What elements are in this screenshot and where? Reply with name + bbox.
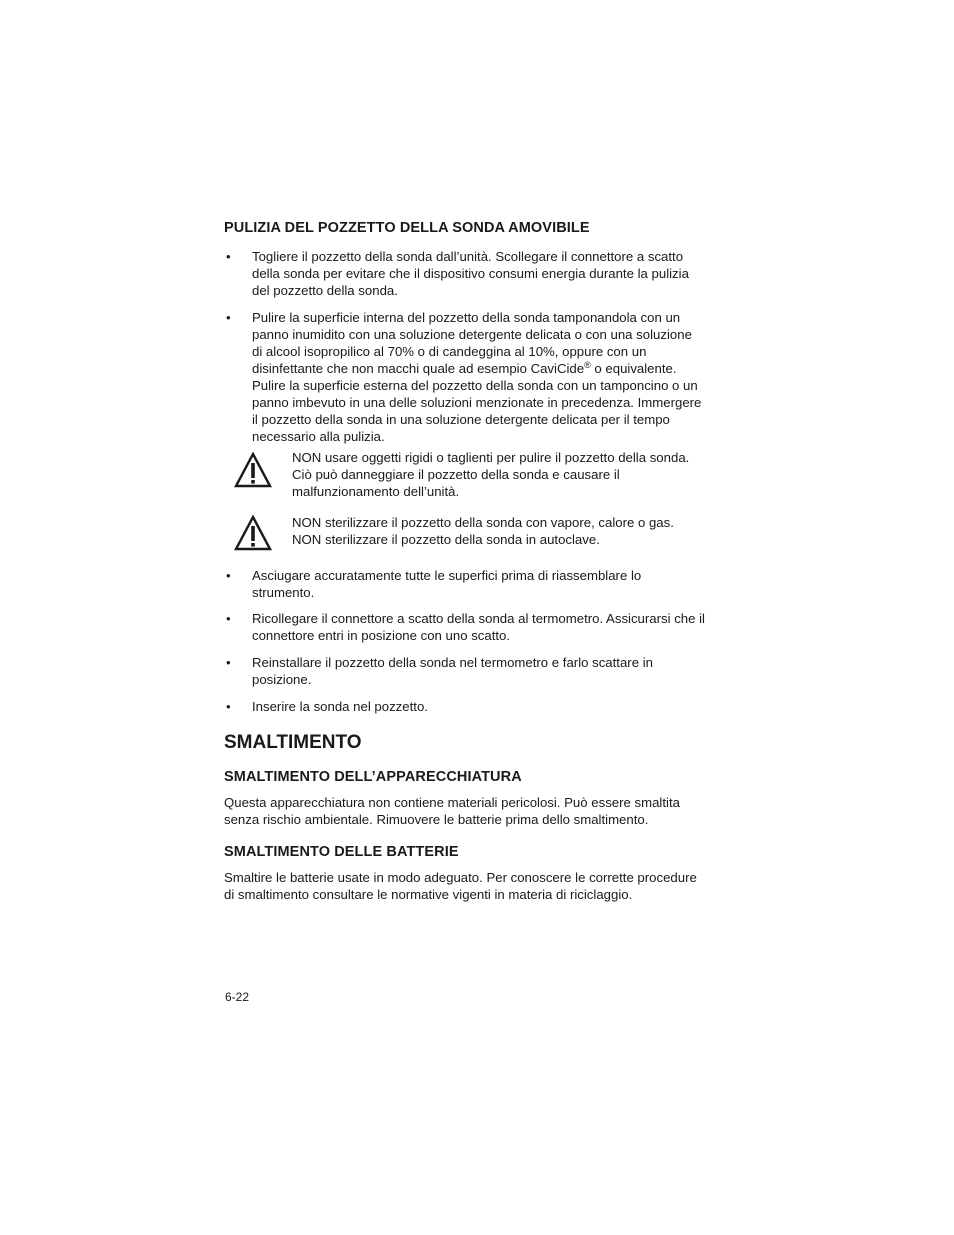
paragraph-line: di smaltimento consultare le normative vigenti in materia di riciclaggio. xyxy=(224,887,633,902)
bullet-marker: • xyxy=(226,655,231,670)
warning-line: NON sterilizzare il pozzetto della sonda in autoclave. xyxy=(292,532,600,547)
paragraph xyxy=(224,869,734,903)
warning-text xyxy=(292,514,732,548)
bullet-marker: • xyxy=(226,310,231,325)
paragraph-line: Smaltire le batterie usate in modo adeguato. Per conoscere le corrette procedure xyxy=(224,870,697,885)
list-item-line xyxy=(252,360,732,377)
list-item xyxy=(252,309,732,445)
list-item-line: della sonda per evitare che il dispositivo consumi energia durante la pulizia xyxy=(252,266,689,281)
list-item xyxy=(252,654,732,688)
registered-mark: ® xyxy=(584,360,591,370)
warning-line: NON usare oggetti rigidi o taglienti per pulire il pozzetto della sonda. xyxy=(292,450,690,465)
list-item-line: strumento. xyxy=(252,585,315,600)
list-item-line: Togliere il pozzetto della sonda dall’unità. Scollegare il connettore a scatto xyxy=(252,249,684,264)
bullet-marker: • xyxy=(226,568,231,583)
line-text: disinfettante che non macchi quale ad esempio CaviCide xyxy=(252,361,585,376)
section-heading-disposal: SMALTIMENTO xyxy=(224,732,362,753)
paragraph-line: Questa apparecchiatura non contiene materiali pericolosi. Può essere smaltita xyxy=(224,795,680,810)
list-item-line: di alcool isopropilico al 70% o di candeggina al 10%, oppure con un xyxy=(252,344,647,359)
list-item-line: panno inumidito con una soluzione detergente delicata o con una soluzione xyxy=(252,327,692,342)
list-item-line: posizione. xyxy=(252,672,312,687)
list-item xyxy=(252,248,732,299)
warning-line: Ciò può danneggiare il pozzetto della sonda e causare il xyxy=(292,467,620,482)
list-item-line: Pulire la superficie esterna del pozzetto della sonda con un tamponcino o un xyxy=(252,378,698,393)
bullet-marker: • xyxy=(226,699,231,714)
bullet-marker: • xyxy=(226,249,231,264)
list-item xyxy=(252,698,732,715)
warning-line: malfunzionamento dell’unità. xyxy=(292,484,460,499)
paragraph xyxy=(224,794,734,828)
subsection-heading-equipment: SMALTIMENTO DELL’APPARECCHIATURA xyxy=(224,769,522,785)
list-item-line: il pozzetto della sonda in una soluzione detergente delicata per il tempo xyxy=(252,412,670,427)
list-item-line: Reinstallare il pozzetto della sonda nel termometro e farlo scattare in xyxy=(252,655,653,670)
list-item-line: connettore entri in posizione con uno scatto. xyxy=(252,628,511,643)
list-item-line: Asciugare accuratamente tutte le superfici prima di riassemblare lo xyxy=(252,568,642,583)
section-heading-cleaning: PULIZIA DEL POZZETTO DELLA SONDA AMOVIBILE xyxy=(224,220,590,236)
paragraph-line: senza rischio ambientale. Rimuovere le batterie prima dello smaltimento. xyxy=(224,812,649,827)
warning-text xyxy=(292,449,732,500)
warning-triangle-icon xyxy=(234,452,272,488)
warning-line: NON sterilizzare il pozzetto della sonda con vapore, calore o gas. xyxy=(292,515,674,530)
subsection-heading-batteries: SMALTIMENTO DELLE BATTERIE xyxy=(224,844,459,860)
list-item xyxy=(252,567,732,601)
list-item-line: Inserire la sonda nel pozzetto. xyxy=(252,699,428,714)
list-item-line: Ricollegare il connettore a scatto della sonda al termometro. Assicurarsi che il xyxy=(252,611,705,626)
list-item xyxy=(252,610,732,644)
line-text: o equivalente. xyxy=(590,361,677,376)
list-item-line: panno imbevuto in una delle soluzioni menzionate in precedenza. Immergere xyxy=(252,395,702,410)
list-item-line: Pulire la superficie interna del pozzetto della sonda tamponandola con un xyxy=(252,310,681,325)
warning-triangle-icon xyxy=(234,515,272,551)
list-item-line: necessario alla pulizia. xyxy=(252,429,385,444)
page-number: 6-22 xyxy=(225,990,250,1004)
list-item-line: del pozzetto della sonda. xyxy=(252,283,398,298)
bullet-marker: • xyxy=(226,611,231,626)
